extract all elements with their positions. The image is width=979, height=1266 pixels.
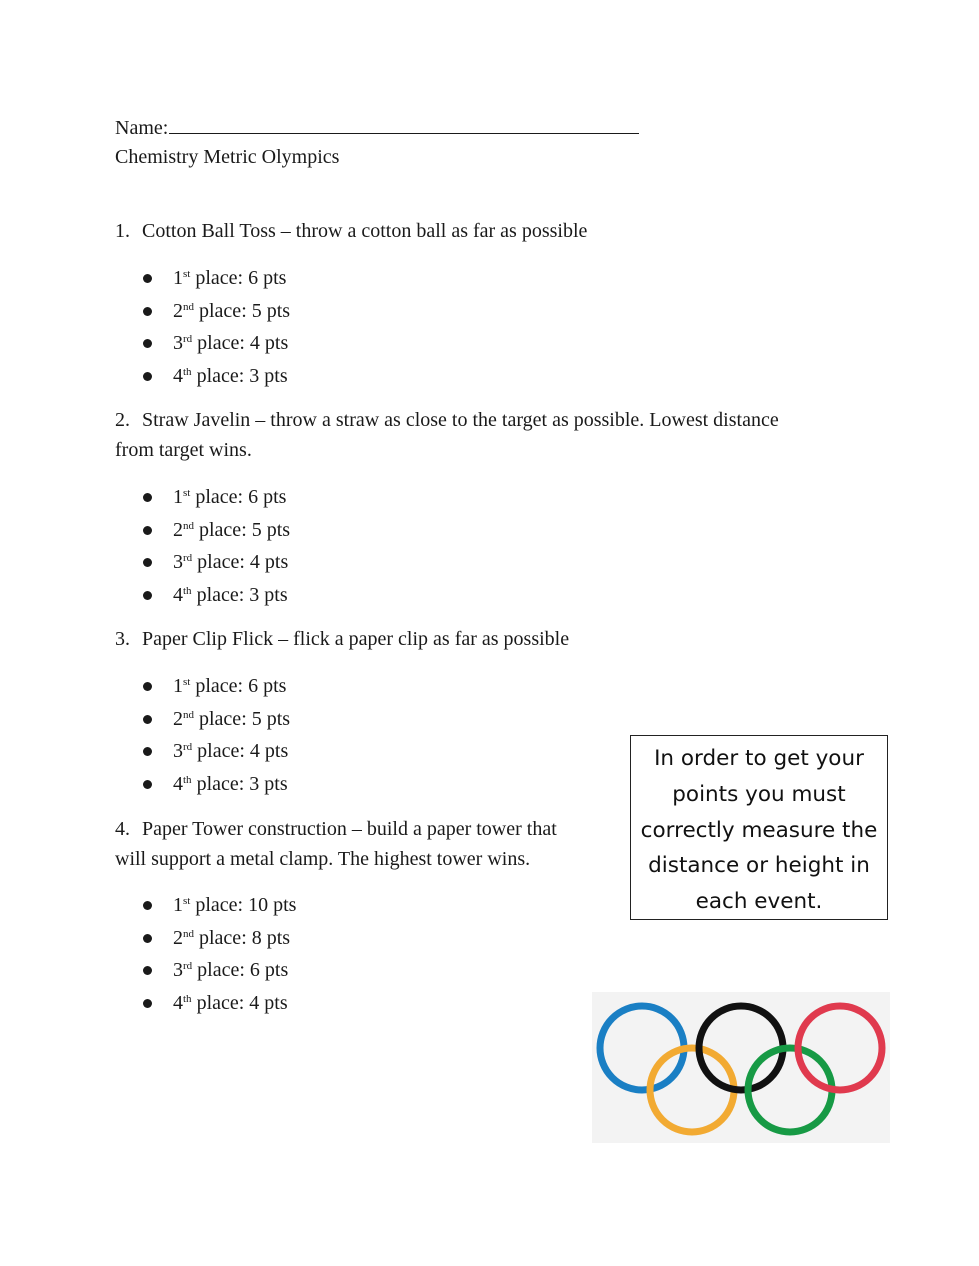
bullet-icon xyxy=(143,747,152,756)
list-item: 1st place: 10 pts xyxy=(143,893,296,926)
list-item: 3rd place: 4 pts xyxy=(143,550,290,583)
list-item: 2nd place: 5 pts xyxy=(143,707,290,740)
list-item: 3rd place: 6 pts xyxy=(143,958,296,991)
event-text-continued: will support a metal clamp. The highest tower wins. xyxy=(115,848,531,870)
red-ring xyxy=(798,1006,882,1090)
bullet-icon xyxy=(143,780,152,789)
event-number: 1. xyxy=(115,220,130,242)
event-number: 4. xyxy=(115,818,130,840)
blue-ring xyxy=(600,1006,684,1090)
event-1-description xyxy=(115,216,587,246)
black-ring xyxy=(699,1006,783,1090)
name-blank-underline[interactable] xyxy=(169,115,639,134)
list-item: 1st place: 6 pts xyxy=(143,485,290,518)
bullet-icon xyxy=(143,934,152,943)
note-line: each event. xyxy=(695,889,823,915)
event-number: 2. xyxy=(115,409,130,431)
list-item: 4th place: 4 pts xyxy=(143,991,296,1024)
event-text: Paper Tower construction – build a paper tower that xyxy=(142,818,557,840)
name-label: Name: xyxy=(115,117,169,139)
bullet-icon xyxy=(143,999,152,1008)
note-line: In order to get your xyxy=(654,746,864,771)
bullet-icon xyxy=(143,339,152,348)
bullet-icon xyxy=(143,591,152,600)
note-line: points you must xyxy=(672,781,846,807)
event-text-continued: from target wins. xyxy=(115,439,252,461)
list-item: 1st place: 6 pts xyxy=(143,674,290,707)
list-item: 4th place: 3 pts xyxy=(143,772,290,805)
olympic-rings-image xyxy=(592,992,890,1143)
event-2-description xyxy=(115,405,779,465)
list-item: 4th place: 3 pts xyxy=(143,364,290,397)
bullet-icon xyxy=(143,558,152,567)
event-text: Paper Clip Flick – flick a paper clip as far as possible xyxy=(142,628,570,650)
bullet-icon xyxy=(143,966,152,975)
list-item: 3rd place: 4 pts xyxy=(143,331,290,364)
bullet-icon xyxy=(143,372,152,381)
olympic-rings-icon xyxy=(592,992,890,1143)
bullet-icon xyxy=(143,682,152,691)
list-item: 2nd place: 5 pts xyxy=(143,299,290,332)
green-ring xyxy=(748,1048,832,1132)
event-3-description xyxy=(115,624,569,654)
bullet-icon xyxy=(143,526,152,535)
note-line: correctly measure the xyxy=(640,817,878,843)
bullet-icon xyxy=(143,274,152,283)
event-text: Straw Javelin – throw a straw as close to the target as possible. Lowest distance xyxy=(142,409,779,431)
bullet-icon xyxy=(143,901,152,910)
name-field-line xyxy=(115,115,639,140)
event-1-points-list xyxy=(143,266,290,396)
event-2-points-list xyxy=(143,485,290,615)
list-item: 2nd place: 8 pts xyxy=(143,926,296,959)
bullet-icon xyxy=(143,307,152,316)
yellow-ring xyxy=(650,1048,734,1132)
measurement-note-box xyxy=(630,735,888,920)
event-4-points-list xyxy=(143,893,296,1023)
worksheet-title: Chemistry Metric Olympics xyxy=(115,146,340,168)
event-text: Cotton Ball Toss – throw a cotton ball as far as possible xyxy=(142,220,588,242)
bullet-icon xyxy=(143,715,152,724)
bullet-icon xyxy=(143,493,152,502)
event-number: 3. xyxy=(115,628,130,650)
note-line: distance or height in xyxy=(648,853,870,879)
list-item: 3rd place: 4 pts xyxy=(143,739,290,772)
list-item: 2nd place: 5 pts xyxy=(143,518,290,551)
event-3-points-list xyxy=(143,674,290,804)
list-item: 1st place: 6 pts xyxy=(143,266,290,299)
list-item: 4th place: 3 pts xyxy=(143,583,290,616)
event-4-description xyxy=(115,814,557,874)
